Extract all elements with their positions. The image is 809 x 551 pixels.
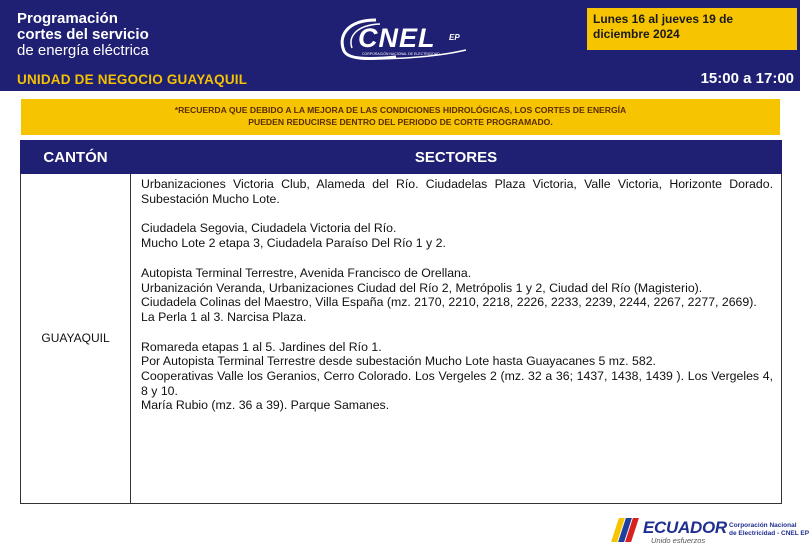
sector-group-2	[141, 221, 773, 250]
sector-line: Ciudadela Segovia, Ciudadela Victoria del Río.	[141, 221, 397, 236]
cnel-logo	[336, 17, 471, 61]
date-line-2: diciembre 2024	[593, 27, 680, 41]
sector-line: Mucho Lote 2 etapa 3, Ciudadela Paraíso Del Río 1 y 2.	[141, 236, 446, 251]
ecuador-cnel-footer-logo	[611, 516, 809, 548]
sector-line: Urbanizaciones Victoria Club, Alameda del Río. Ciudadelas Plaza Victoria, Valle Victoria, Horizonte Dorado. Subestación Mucho Lote.	[141, 177, 773, 206]
cnel-logo-ep: EP	[449, 33, 460, 42]
business-unit-label: UNIDAD DE NEGOCIO GUAYAQUIL	[17, 72, 248, 87]
sector-group-1	[141, 177, 773, 206]
header-banner	[0, 0, 800, 91]
date-line-1: Lunes 16 al jueves 19 de	[593, 12, 734, 26]
title-line-2: cortes del servicio	[17, 26, 149, 43]
cnel-logo-subtitle: CORPORACIÓN NACIONAL DE ELECTRICIDAD	[362, 52, 440, 56]
header-canton: CANTÓN	[21, 141, 131, 174]
corp-line-1: Corporación Nacional	[729, 522, 797, 529]
ecuador-flag-icon	[611, 518, 641, 542]
cnel-logo-text: CNEL	[358, 23, 436, 53]
canton-cell: GUAYAQUIL	[21, 174, 131, 504]
ecuador-tagline: Unido esfuerzos	[651, 536, 706, 545]
sector-line: Por Autopista Terminal Terrestre desde subestación Mucho Lote hasta Guayacanes 5 mz. 582.	[141, 354, 656, 369]
notice-line-1: *RECUERDA QUE DEBIDO A LA MEJORA DE LAS CONDICIONES HIDROLÓGICAS, LOS CORTES DE ENERGÍA	[174, 105, 627, 115]
sector-line: Cooperativas Valle los Geranios, Cerro Colorado. Los Vergeles 2 (mz. 32 a 36; 1437, 1438, 1439 ). Los Vergeles 4, 8 y 10.	[141, 369, 773, 398]
sector-line: Urbanización Veranda, Urbanizaciones Ciudad del Río 2, Metrópolis 1 y 2, Ciudad del Río (Magisterio).	[141, 280, 703, 295]
sectors-cell	[131, 174, 782, 504]
sector-line: María Rubio (mz. 36 a 39). Parque Samanes.	[141, 398, 390, 413]
sector-group-3	[141, 266, 773, 325]
title-line-3: de energía eléctrica	[17, 42, 149, 59]
sector-line: La Perla 1 al 3. Narcisa Plaza.	[141, 309, 307, 324]
page-title	[17, 11, 149, 59]
table-header-row	[21, 141, 782, 174]
corporation-name	[729, 522, 809, 538]
title-line-1: Programación	[17, 10, 118, 27]
ecuador-brand: ECUADOR	[643, 518, 727, 537]
table-row	[21, 174, 782, 504]
header-sectors: SECTORES	[131, 141, 782, 174]
outage-table	[20, 140, 782, 504]
date-range-badge	[587, 8, 797, 50]
corp-line-2: de Electricidad - CNEL EP	[729, 530, 809, 537]
sector-line: Ciudadela Colinas del Maestro, Villa España (mz. 2170, 2210, 2218, 2226, 2233, 2239, 2244, 2267, 2277, 2669).	[141, 295, 757, 310]
sector-line: Autopista Terminal Terrestre, Avenida Francisco de Orellana.	[141, 265, 472, 280]
sector-line: Romareda etapas 1 al 5. Jardines del Río 1.	[141, 339, 382, 354]
notice-line-2: PUEDEN REDUCIRSE DENTRO DEL PERIODO DE CORTE PROGRAMADO.	[248, 117, 553, 127]
time-range: 15:00 a 17:00	[700, 70, 794, 87]
notice-banner	[21, 99, 780, 135]
sector-group-4	[141, 340, 773, 414]
